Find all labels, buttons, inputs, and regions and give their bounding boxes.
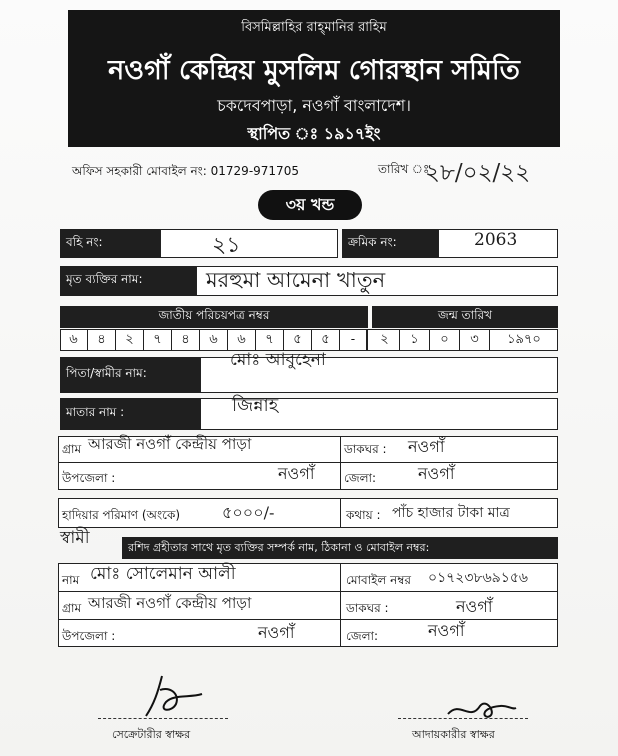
- bismillah-text: বিসমিল্লাহির রাহ্‌মানির রাহিম: [241, 20, 387, 35]
- hadiya-value: ৫০০০/-: [222, 503, 275, 522]
- signature-line-left: [98, 718, 228, 719]
- receiver-post-value: নওগাঁ: [456, 597, 493, 616]
- collector-signature: [440, 692, 520, 726]
- nid-header: জাতীয় পরিচয়পত্র নম্বর: [60, 306, 368, 328]
- receipt-header: [68, 10, 560, 147]
- nid-digit: ২: [116, 330, 144, 350]
- district-label: জেলা:: [344, 471, 377, 485]
- secretary-signature: [140, 668, 210, 720]
- village-value: আরজী নওগাঁ কেন্দ্রীয় পাড়া: [88, 435, 252, 453]
- serial-value: 2063: [474, 230, 518, 250]
- dob-year: ১৯৭০: [507, 332, 541, 347]
- upazila-value: নওগাঁ: [278, 464, 315, 483]
- nid-digit: ৪: [88, 330, 116, 350]
- receiver-upazila-label: উপজেলা :: [62, 629, 116, 643]
- dob-digit: ৩: [460, 330, 490, 350]
- nid-digit: ৭: [256, 330, 284, 350]
- receiver-upazila-value: নওগাঁ: [258, 623, 295, 642]
- mother-value: জিন্নাহ: [232, 395, 279, 416]
- receiver-mobile-label: মোবাইল নম্বর: [346, 573, 412, 587]
- secretary-signature-label: সেক্রেটারীর স্বাক্ষর: [112, 728, 191, 741]
- in-words-label: কথায় :: [346, 508, 381, 522]
- in-words-value: পাঁচ হাজার টাকা মাত্র: [392, 505, 510, 521]
- collector-signature-label: আদায়কারীর স্বাক্ষর: [412, 728, 495, 741]
- established-year: স্থাপিত ঃ ১৯১৭ইং: [247, 124, 381, 143]
- upazila-label: উপজেলা :: [62, 471, 116, 485]
- relation-banner: রশিদ গ্রহীতার সাথে মৃত ব্যক্তির সম্পর্ক নাম, ঠিকানা ও মোবাইল নম্বর:: [122, 537, 558, 559]
- father-label: পিতা/স্বামীর নাম:: [60, 357, 200, 393]
- dob-digit: ০: [430, 330, 460, 350]
- nid-digit: ৬: [60, 330, 88, 350]
- part-badge: ৩য় খন্ড: [258, 190, 362, 220]
- nid-digit: ৫: [312, 330, 340, 350]
- nid-digit: ৪: [172, 330, 200, 350]
- grid-line: [340, 436, 341, 490]
- relation-value: স্বামী: [60, 528, 90, 548]
- dob-digit: ১: [400, 330, 430, 350]
- book-value: ২১: [212, 233, 241, 258]
- date-value: ২৮/০২/২২: [425, 160, 531, 186]
- receiver-name-label: নাম: [62, 573, 80, 587]
- nid-digit: ৭: [144, 330, 172, 350]
- nid-digit: ৫: [284, 330, 312, 350]
- post-office-value: নওগাঁ: [408, 437, 445, 456]
- mother-label: মাতার নাম :: [60, 398, 200, 430]
- deceased-value: মরহুমা আমেনা খাতুন: [206, 268, 386, 292]
- nid-digit: ৬: [200, 330, 228, 350]
- post-office-label: ডাকঘর :: [344, 442, 387, 456]
- deceased-label: মৃত ব্যক্তির নাম:: [60, 266, 196, 296]
- grid-line: [340, 563, 341, 647]
- receiver-district-label: জেলা:: [346, 629, 379, 643]
- date-label: তারিখ ঃ: [378, 162, 430, 176]
- nid-digit: ৬: [228, 330, 256, 350]
- nid-digit: -: [340, 330, 368, 350]
- signature-line-right: [398, 718, 528, 719]
- serial-label: ক্রমিক নং:: [342, 229, 438, 258]
- father-value: মোঃ আবুহেনা: [230, 350, 326, 370]
- grid-line: [340, 498, 341, 528]
- dob-header: জন্ম তারিখ: [372, 306, 558, 328]
- receiver-post-label: ডাকঘর :: [346, 601, 389, 615]
- village-label: গ্রাম: [62, 442, 82, 456]
- office-mobile: অফিস সহকারী মোবাইল নং: 01729-971705: [72, 164, 299, 178]
- receiver-village-label: গ্রাম: [62, 601, 82, 615]
- receiver-village-value: আরজী নওগাঁ কেন্দ্রীয় পাড়া: [88, 594, 252, 612]
- receiver-name-value: মোঃ সোলেমান আলী: [90, 564, 236, 584]
- organization-address: চকদেবপাড়া, নওগাঁ বাংলাদেশ।: [217, 96, 411, 115]
- organization-title: নওগাঁ কেন্দ্রিয় মুসলিম গোরস্থান সমিতি: [108, 55, 520, 86]
- book-field: [160, 229, 338, 258]
- receiver-mobile-value: ০১৭২৩৮৬৯১৫৬: [428, 570, 529, 586]
- hadiya-label: হাদিয়ার পরিমাণ (অংকে): [62, 508, 181, 522]
- receiver-district-value: নওগাঁ: [428, 621, 465, 640]
- district-value: নওগাঁ: [418, 464, 455, 483]
- dob-digit: ২: [370, 330, 400, 350]
- book-label: বহি নং:: [60, 229, 160, 258]
